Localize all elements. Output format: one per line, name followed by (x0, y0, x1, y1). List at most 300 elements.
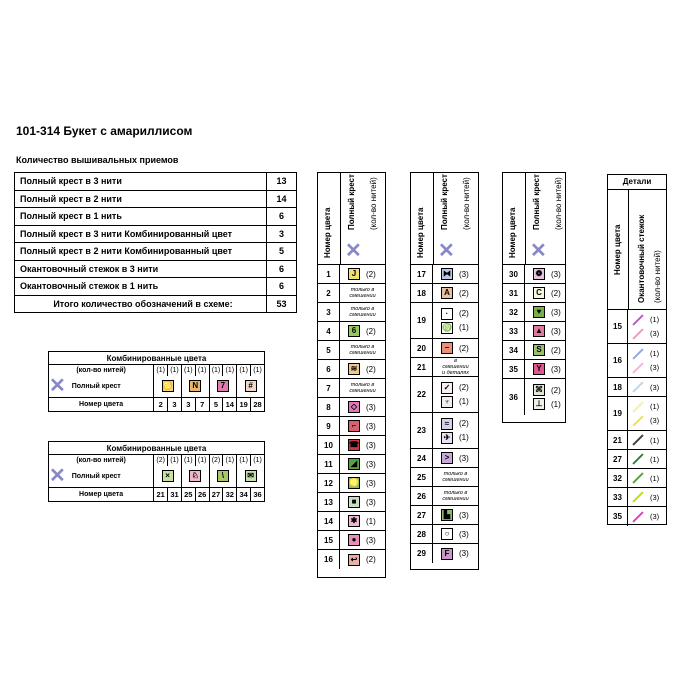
summary-value: 6 (267, 260, 297, 278)
legend-sub (348, 457, 385, 471)
detail-sub (631, 490, 666, 504)
thread-count: (2) (551, 345, 561, 355)
legend-row (318, 512, 385, 531)
legend-color-number: 7 (318, 379, 340, 397)
legend-row (411, 284, 478, 303)
legend-color-number: 23 (411, 413, 433, 448)
legend-color-number: 15 (318, 531, 340, 549)
legend-row (318, 531, 385, 550)
legend-row (318, 436, 385, 455)
detail-row (608, 450, 666, 469)
legend-color-number: 14 (318, 512, 340, 530)
legend-row (411, 358, 478, 377)
thread-count: (1) (650, 349, 660, 358)
thread-count: (1) (251, 365, 265, 376)
detail-row (608, 431, 666, 450)
summary-row (15, 173, 297, 191)
color-symbol: ↩ (348, 554, 360, 566)
legend-sub (533, 362, 565, 376)
summary-value: 6 (267, 208, 297, 226)
thread-count: (3) (650, 382, 660, 392)
thread-count: (2) (551, 385, 561, 395)
thread-count: (1) (237, 365, 251, 376)
summary-value: 13 (267, 173, 297, 191)
legend-color-number: 11 (318, 455, 340, 473)
legend-row (411, 413, 478, 449)
legend-row (318, 474, 385, 493)
thread-count: (1) (366, 516, 376, 526)
thread-count: (3) (459, 453, 469, 463)
legend-color-number: 34 (503, 341, 525, 359)
header-color-number: Номер цвета (323, 207, 332, 258)
header-full-cross: Полный крест (440, 174, 449, 230)
legend-sub (441, 508, 478, 522)
legend-row (503, 265, 565, 284)
color-symbol: A (441, 287, 453, 299)
detail-cell (628, 378, 666, 396)
legend-sub (441, 341, 478, 355)
color-symbol: # (245, 380, 257, 392)
detail-sub (631, 380, 666, 394)
legend-sub (533, 397, 565, 411)
thread-count: (1) (223, 455, 237, 466)
summary-value: 5 (267, 243, 297, 261)
legend-sub (348, 495, 385, 509)
legend-sub (533, 286, 565, 300)
detail-sub (631, 471, 666, 485)
thread-count: (3) (551, 307, 561, 317)
color-symbol: 6 (348, 325, 360, 337)
color-symbol: · (441, 308, 453, 320)
summary-value: 3 (267, 225, 297, 243)
legend-cell (433, 265, 478, 283)
thread-count: (1) (181, 455, 195, 466)
thread-count: (2) (209, 455, 223, 466)
header-thread-count: (кол-во нитей) (554, 177, 563, 230)
legend-cell (433, 284, 478, 302)
legend-row (503, 303, 565, 322)
legend-cell (340, 303, 385, 321)
legend-row (318, 550, 385, 569)
thread-count: (3) (366, 402, 376, 412)
thread-count: (2) (459, 419, 469, 428)
thread-count: (2) (366, 364, 376, 374)
detail-row (608, 469, 666, 488)
legend-row (318, 417, 385, 436)
combined-colors-table-1 (48, 351, 265, 412)
thread-count: (2) (154, 455, 168, 466)
cross-label (49, 376, 154, 398)
legend-color-number: 36 (503, 379, 525, 415)
legend-cell (340, 322, 385, 340)
legend-sub (533, 267, 565, 281)
color-symbol: ♌ (349, 478, 359, 487)
summary-total-row (15, 295, 297, 313)
legend-cell (340, 455, 385, 473)
legend-sub (441, 395, 478, 409)
edge-stitch-line (632, 401, 643, 412)
detail-sub (631, 510, 666, 524)
legend-cell (525, 322, 565, 340)
color-legend-column-2 (410, 172, 479, 570)
detail-cell (628, 397, 666, 430)
color-symbol: ● (348, 534, 360, 546)
symbol-cell (181, 376, 209, 398)
legend-row (318, 284, 385, 303)
color-symbol: – (441, 342, 453, 354)
legend-row (503, 322, 565, 341)
legend-cell (433, 339, 478, 357)
detail-cell (628, 344, 666, 377)
summary-total-label: Итого количество обозначений в схеме: (15, 295, 267, 313)
detail-sub (631, 433, 666, 447)
legend-color-number: 32 (503, 303, 525, 321)
legend-color-number: 17 (411, 265, 433, 283)
header-edge-stitch: Окантовочный стежок (637, 214, 646, 303)
color-symbol: ♆ (441, 396, 453, 408)
legend-row (318, 379, 385, 398)
color-number: 32 (223, 488, 237, 502)
legend-cell (433, 358, 478, 376)
legend-color-number: 6 (318, 360, 340, 378)
detail-row (608, 344, 666, 378)
legend-sub (441, 267, 478, 281)
thread-count: (1) (459, 323, 469, 332)
legend-cell (433, 468, 478, 486)
header-color-number: Номер цвета (613, 224, 622, 275)
legend-color-number: 29 (411, 544, 433, 563)
mix-only-note: только в смешении (349, 382, 376, 394)
color-symbol: ○ (441, 528, 453, 540)
color-symbol: ❁ (533, 268, 545, 280)
thread-count: (3) (650, 492, 660, 502)
legend-sub (441, 451, 478, 465)
legend-row (411, 339, 478, 358)
summary-value: 14 (267, 190, 297, 208)
color-symbol: J (348, 268, 360, 280)
detail-row (608, 507, 666, 526)
color-symbol: × (162, 470, 174, 482)
legend-sub (441, 321, 478, 335)
legend-cell (340, 265, 385, 283)
cross-stitch-icon: ✕ (345, 240, 362, 262)
summary-value: 6 (267, 278, 297, 296)
legend-cell (340, 474, 385, 492)
cross-stitch-icon: ✕ (49, 465, 66, 488)
edge-stitch-line (632, 314, 643, 325)
color-symbol: Y (533, 363, 545, 375)
edge-stitch-line (632, 381, 643, 392)
color-symbol: \ (217, 470, 229, 482)
legend-sub (441, 527, 478, 541)
detail-sub (631, 327, 666, 341)
legend-color-number: 28 (411, 525, 433, 543)
detail-cell (628, 469, 666, 487)
combined-colors-table-2 (48, 441, 265, 502)
header-color-number: Номер цвета (508, 207, 517, 258)
legend-color-number: 25 (411, 468, 433, 486)
summary-row (15, 225, 297, 243)
thread-count: (1) (209, 365, 223, 376)
color-number: 21 (154, 488, 168, 502)
color-symbol: 7 (217, 380, 229, 392)
legend-row (411, 487, 478, 506)
edge-stitch-line (632, 328, 643, 339)
header-thread-count: (кол-во нитей) (369, 177, 378, 230)
legend-header (318, 173, 385, 265)
detail-sub (631, 313, 666, 327)
legend-sub (348, 438, 385, 452)
summary-row (15, 190, 297, 208)
detail-sub (631, 452, 666, 466)
color-symbol: N (189, 380, 201, 392)
legend-color-number: 19 (411, 303, 433, 338)
thread-count: (2) (366, 326, 376, 336)
symbol-cell (237, 376, 265, 398)
color-number: 28 (251, 398, 265, 412)
color-symbol: ✉ (245, 470, 257, 482)
symbol-cell (237, 466, 265, 488)
thread-count: (1) (459, 433, 469, 442)
color-symbol: ▙ (441, 509, 453, 521)
legend-sub (441, 286, 478, 300)
header-full-cross: Полный крест (532, 174, 541, 230)
legend-sub (441, 417, 478, 431)
legend-color-number: 35 (503, 360, 525, 378)
thread-count: (1) (237, 455, 251, 466)
cross-label (49, 466, 154, 488)
legend-row (318, 455, 385, 474)
color-number: 26 (195, 488, 209, 502)
color-symbol: ≋ (348, 363, 360, 375)
color-label: Номер цвета (49, 398, 154, 412)
legend-row (411, 506, 478, 525)
legend-cell (340, 436, 385, 454)
cross-stitch-icon: ✕ (530, 240, 547, 262)
color-symbol: ♋ (162, 381, 173, 391)
thread-count: (1) (650, 315, 660, 324)
color-number: 14 (223, 398, 237, 412)
legend-color-number: 4 (318, 322, 340, 340)
detail-color-number: 15 (608, 310, 628, 343)
legend-color-number: 5 (318, 341, 340, 359)
thread-count: (3) (366, 440, 376, 450)
legend-row (411, 449, 478, 468)
details-title: Детали (608, 175, 666, 190)
legend-sub (441, 431, 478, 445)
cross-label-text: Полный крест (71, 473, 121, 481)
thread-count: (1) (650, 402, 660, 411)
detail-color-number: 33 (608, 488, 628, 506)
color-symbol: C (533, 287, 545, 299)
legend-color-number: 1 (318, 265, 340, 283)
color-legend-column-1 (317, 172, 386, 578)
legend-sub (441, 381, 478, 395)
legend-color-number: 8 (318, 398, 340, 416)
legend-sub (441, 307, 478, 321)
detail-sub (631, 414, 666, 428)
edge-stitch-line (632, 362, 643, 373)
threads-label: (кол-во нитей) (49, 455, 154, 466)
legend-color-number: 33 (503, 322, 525, 340)
legend-cell (433, 506, 478, 524)
cross-label-text: Полный крест (71, 383, 121, 391)
legend-row (318, 360, 385, 379)
summary-label: Окантовочный стежок в 1 нить (15, 278, 267, 296)
legend-color-number: 20 (411, 339, 433, 357)
summary-label: Полный крест в 2 нити (15, 190, 267, 208)
detail-color-number: 19 (608, 397, 628, 430)
cross-stitch-icon: ✕ (49, 375, 66, 398)
thread-count: (3) (551, 326, 561, 336)
mix-only-note: только в смешении (349, 287, 376, 299)
summary-heading: Количество вышивальных приемов (16, 155, 179, 165)
detail-row (608, 378, 666, 397)
thread-count: (1) (168, 365, 182, 376)
summary-label: Полный крест в 3 нити Комбинированный цвет (15, 225, 267, 243)
legend-color-number: 9 (318, 417, 340, 435)
legend-sub (348, 267, 385, 281)
thread-count: (3) (459, 510, 469, 520)
header-color-number: Номер цвета (416, 207, 425, 258)
thread-count: (1) (154, 365, 168, 376)
legend-row (503, 284, 565, 303)
color-number: 2 (154, 398, 168, 412)
thread-count: (1) (195, 365, 209, 376)
thread-count: (1) (459, 397, 469, 406)
legend-cell (340, 379, 385, 397)
thread-count: (1) (650, 473, 660, 483)
summary-total-value: 53 (267, 295, 297, 313)
thread-count: (3) (551, 269, 561, 279)
thread-count: (3) (650, 363, 660, 372)
edge-stitch-line (632, 434, 643, 445)
thread-count: (2) (459, 383, 469, 392)
combo-header: Комбинированные цвета (49, 352, 265, 365)
color-symbol: ♥ (533, 306, 545, 318)
detail-sub (631, 400, 666, 414)
legend-color-number: 3 (318, 303, 340, 321)
summary-row (15, 243, 297, 261)
color-symbol: ■ (348, 496, 360, 508)
detail-cell (628, 450, 666, 468)
legend-cell (433, 413, 478, 448)
color-number: 31 (168, 488, 182, 502)
legend-row (503, 341, 565, 360)
color-symbol: ✈ (441, 432, 453, 444)
color-symbol: ◢ (348, 458, 360, 470)
legend-sub (348, 533, 385, 547)
summary-label: Полный крест в 3 нити (15, 173, 267, 191)
legend-row (411, 265, 478, 284)
thread-count: (1) (551, 399, 561, 409)
detail-cell (628, 488, 666, 506)
color-number: 36 (251, 488, 265, 502)
legend-sub (441, 547, 478, 561)
legend-cell (340, 341, 385, 359)
detail-row (608, 397, 666, 431)
combo-header: Комбинированные цвета (49, 442, 265, 455)
summary-row (15, 278, 297, 296)
detail-row (608, 488, 666, 507)
color-number: 25 (181, 488, 195, 502)
mix-only-note: только в смешении (349, 344, 376, 356)
threads-label: (кол-во нитей) (49, 365, 154, 376)
color-symbol: S (533, 344, 545, 356)
color-number: 5 (209, 398, 223, 412)
color-symbol: ⧓ (443, 269, 451, 278)
thread-count: (1) (168, 455, 182, 466)
legend-cell (433, 377, 478, 412)
legend-header (411, 173, 478, 265)
edge-stitch-line (632, 472, 643, 483)
color-number: 7 (195, 398, 209, 412)
legend-sub (533, 343, 565, 357)
header-full-cross: Полный крест (347, 174, 356, 230)
summary-row (15, 260, 297, 278)
legend-color-number: 16 (318, 550, 340, 569)
thread-count: (2) (366, 555, 376, 564)
legend-sub (348, 514, 385, 528)
symbol-cell (209, 376, 237, 398)
mix-only-note: только в смешении (442, 490, 469, 502)
detail-color-number: 35 (608, 507, 628, 526)
legend-sub (348, 400, 385, 414)
legend-sub (348, 553, 385, 567)
legend-cell (340, 550, 385, 569)
summary-label: Окантовочный стежок в 3 нити (15, 260, 267, 278)
detail-color-number: 16 (608, 344, 628, 377)
legend-cell (525, 341, 565, 359)
legend-cell (340, 531, 385, 549)
legend-cell (433, 544, 478, 563)
legend-row (411, 525, 478, 544)
details-table (607, 174, 667, 525)
color-symbol: F (441, 548, 453, 560)
color-symbol: > (441, 452, 453, 464)
thread-count: (3) (366, 535, 376, 545)
legend-cell (340, 398, 385, 416)
legend-color-number: 12 (318, 474, 340, 492)
legend-color-number: 26 (411, 487, 433, 505)
legend-row (411, 468, 478, 487)
legend-sub (348, 476, 385, 490)
legend-sub (533, 305, 565, 319)
thread-count: (1) (223, 365, 237, 376)
summary-table (14, 172, 297, 313)
legend-color-number: 24 (411, 449, 433, 467)
color-symbol: ⌘ (535, 385, 543, 394)
legend-row (318, 493, 385, 512)
legend-cell (525, 379, 565, 415)
legend-row (411, 544, 478, 563)
legend-row (318, 303, 385, 322)
thread-count: (3) (459, 529, 469, 539)
summary-label: Полный крест в 2 нити Комбинированный цвет (15, 243, 267, 261)
legend-color-number: 10 (318, 436, 340, 454)
mix-only-note: только в смешении (349, 306, 376, 318)
legend-color-number: 18 (411, 284, 433, 302)
edge-stitch-line (632, 511, 643, 522)
detail-sub (631, 347, 666, 361)
detail-color-number: 32 (608, 469, 628, 487)
edge-stitch-line (632, 415, 643, 426)
color-symbol: ☎ (349, 440, 359, 449)
thread-count: (3) (650, 416, 660, 425)
thread-count: (2) (551, 288, 561, 298)
thread-count: (2) (366, 269, 376, 279)
legend-color-number: 31 (503, 284, 525, 302)
